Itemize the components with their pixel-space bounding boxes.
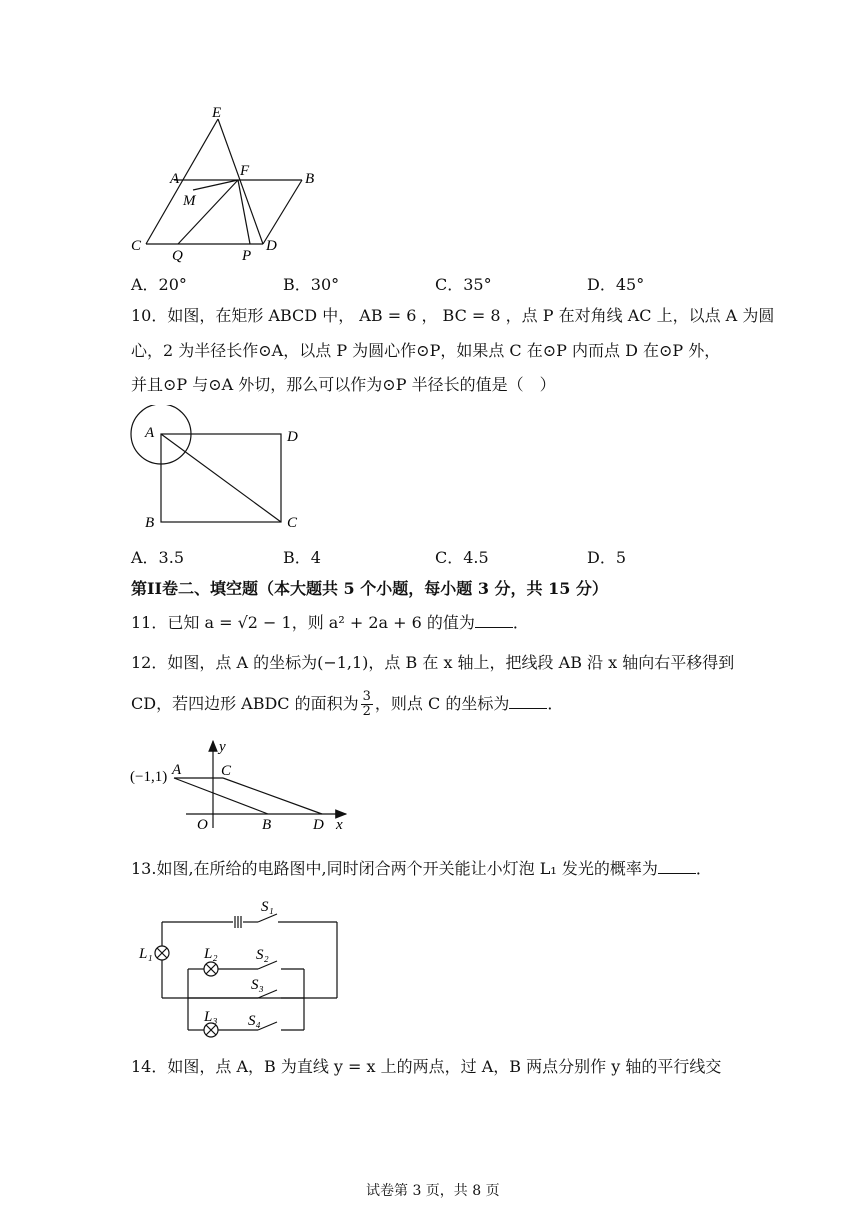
q10-line-1: 10．如图，在矩形 ABCD 中， AB = 6 ， BC = 8 ，点 P 在对角线 AC 上，以点 A 为圆 (131, 306, 775, 325)
q13-blank (658, 859, 696, 874)
q12-fraction (361, 690, 373, 719)
q9-option-d: D．45° (587, 275, 645, 294)
q13-label-s2: S₂ (256, 947, 269, 963)
q13-label-s3: S₃ (251, 977, 264, 993)
q13-label-s1: S₁ (261, 899, 274, 915)
q13-text: 13.如图,在所给的电路图中,同时闭合两个开关能让小灯泡 L₁ 发光的概率为 (131, 859, 658, 878)
q12-end: ． (547, 694, 564, 713)
q12-label-d: D (313, 817, 324, 833)
q13-label-l1: L₁ (139, 946, 153, 962)
q12-frac-num: 3 (362, 689, 371, 704)
q11-line (131, 612, 529, 634)
q12-label-point: (−1,1) (130, 769, 168, 785)
q10-label-d: D (287, 429, 298, 445)
q9-label-m: M (183, 193, 196, 209)
q9-option-a: A．20° (131, 275, 187, 294)
q10-label-c: C (287, 515, 298, 531)
q11-text: 11．已知 a = √2 − 1，则 a² + 2a + 6 的值为 (131, 613, 475, 632)
q9-label-b: B (305, 171, 315, 187)
q12-label-b: B (262, 817, 272, 833)
q9-label-p: P (242, 248, 252, 264)
q13-line (131, 858, 712, 880)
q12-line-1: 12．如图，点 A 的坐标为(−1,1)，点 B 在 x 轴上，把线段 AB 沿 x 轴向右平移得到 (131, 653, 735, 672)
q13-label-l2: L₂ (204, 946, 218, 962)
q9-label-f: F (240, 163, 250, 179)
q10-option-d: D．5 (587, 548, 627, 567)
q12-label-y: y (219, 739, 226, 755)
q10-option-a: A．3.5 (131, 548, 185, 567)
q12-text-2: ，则点 C 的坐标为 (374, 694, 510, 713)
q9-option-c: C．35° (435, 275, 492, 294)
q10-figure (125, 405, 310, 535)
q13-circuit-figure (130, 890, 350, 1045)
q12-line-2 (131, 690, 563, 719)
q10-label-a: A (145, 425, 155, 441)
section-2-heading: 第II卷二、填空题（本大题共 5 个小题，每小题 3 分，共 15 分） (131, 579, 608, 598)
q12-figure (125, 735, 355, 835)
q9-label-c: C (131, 238, 142, 254)
q10-line-3: 并且⊙P 与⊙A 外切，那么可以作为⊙P 半径长的值是（ ） (131, 375, 556, 394)
page-footer: 试卷第 3 页，共 8 页 (366, 1183, 500, 1199)
q10-label-b: B (145, 515, 155, 531)
q10-line-2: 心，2 为半径长作⊙A，以点 P 为圆心作⊙P，如果点 C 在⊙P 内而点 D 在⊙P 外， (131, 341, 721, 360)
q12-label-x: x (336, 817, 343, 833)
q12-label-a: A (172, 762, 182, 778)
q13-label-l3: L₃ (204, 1009, 218, 1025)
q10-option-b: B．4 (283, 548, 321, 567)
q9-label-q: Q (172, 248, 183, 264)
q12-blank (509, 694, 547, 709)
q12-text-1: CD，若四边形 ABDC 的面积为 (131, 694, 359, 713)
q10-option-c: C．4.5 (435, 548, 489, 567)
q11-end: ． (512, 613, 529, 632)
q13-end: ． (695, 859, 712, 878)
q11-blank (475, 613, 513, 628)
q12-label-c: C (221, 763, 232, 779)
q9-label-d: D (266, 238, 277, 254)
q14-line-1: 14．如图，点 A，B 为直线 y = x 上的两点，过 A，B 两点分别作 y 轴的平行线交 (131, 1057, 722, 1076)
q13-label-s4: S₄ (248, 1013, 261, 1029)
q9-label-e: E (212, 105, 222, 121)
q12-frac-den: 2 (362, 704, 371, 719)
q12-label-o: O (197, 817, 208, 833)
q9-option-b: B．30° (283, 275, 340, 294)
q9-label-a: A (170, 171, 180, 187)
q9-figure (125, 100, 325, 265)
